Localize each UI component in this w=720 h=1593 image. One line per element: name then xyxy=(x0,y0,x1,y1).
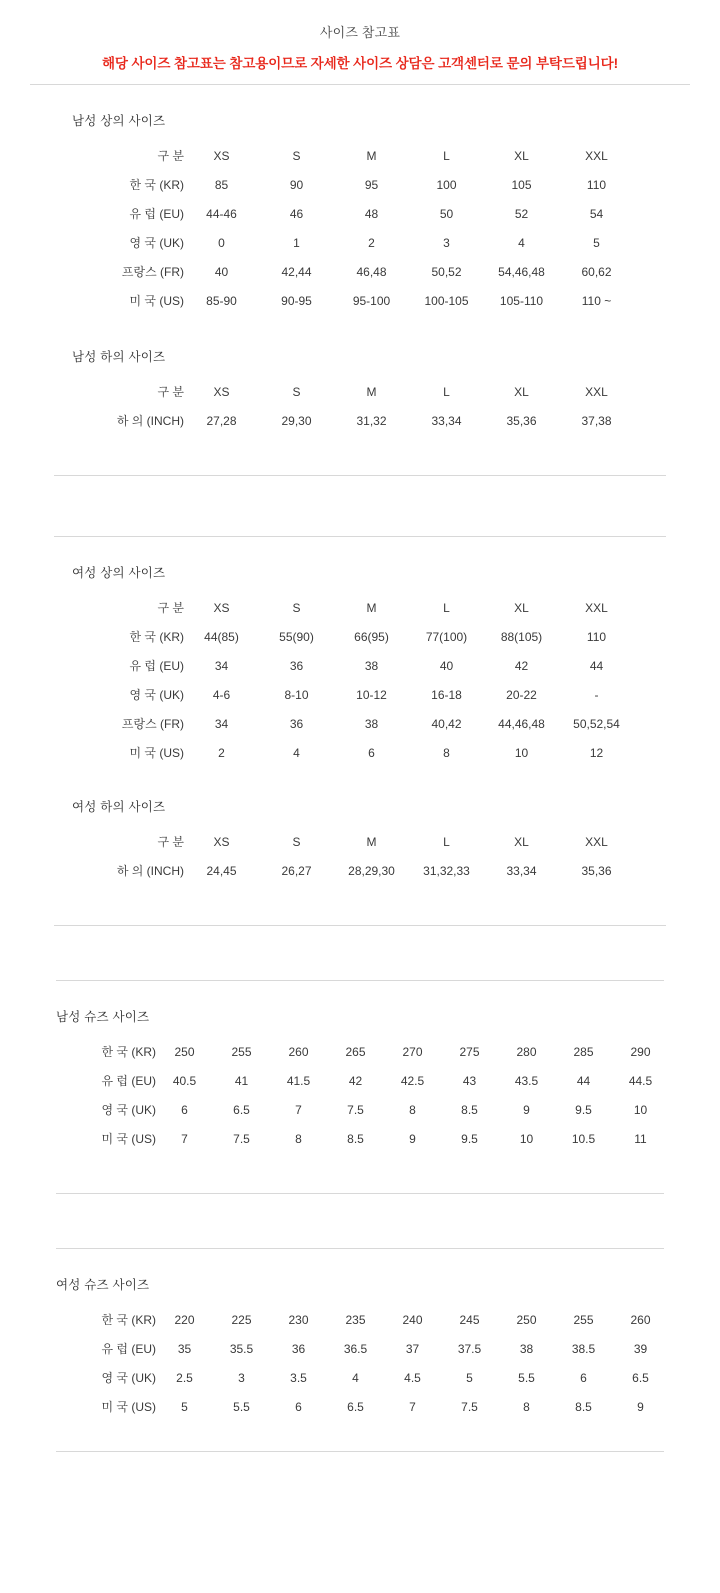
cell: 34 xyxy=(214,658,229,673)
table-row xyxy=(72,680,634,709)
cell: 36 xyxy=(289,716,304,731)
table-row xyxy=(56,1392,669,1421)
row-label: 프랑스 (FR) xyxy=(121,265,184,279)
table-row xyxy=(72,738,634,767)
row-label: 미 국 (US) xyxy=(129,746,184,760)
cell: 42 xyxy=(514,658,529,673)
cell: 50,52 xyxy=(431,264,462,279)
col-header: M xyxy=(366,834,377,849)
section-title-women-shoes: 여성 슈즈 사이즈 xyxy=(56,1278,150,1292)
cell: 33,34 xyxy=(506,863,537,878)
cell: 44-46 xyxy=(206,206,237,221)
table-row xyxy=(56,1305,669,1334)
cell: 35,36 xyxy=(506,413,537,428)
cell: 5 xyxy=(466,1370,473,1385)
cell: 100-105 xyxy=(424,293,469,308)
cell: 225 xyxy=(231,1312,252,1327)
cell: 66(95) xyxy=(354,629,389,644)
page-title: 사이즈 참고표 xyxy=(319,25,401,40)
cell: 44,46,48 xyxy=(498,716,545,731)
cell: 8-10 xyxy=(284,687,309,702)
col-header: XXL xyxy=(585,148,608,163)
cell: 290 xyxy=(630,1044,651,1059)
cell: 285 xyxy=(573,1044,594,1059)
cell: 44 xyxy=(589,658,604,673)
cell: 85-90 xyxy=(206,293,237,308)
cell: 3 xyxy=(443,235,450,250)
cell: 5 xyxy=(593,235,600,250)
cell: 275 xyxy=(459,1044,480,1059)
cell: 54 xyxy=(589,206,604,221)
section-title-men-shoes: 남성 슈즈 사이즈 xyxy=(56,1010,150,1024)
col-header: S xyxy=(292,384,301,399)
cell: 255 xyxy=(573,1312,594,1327)
cell: 10.5 xyxy=(571,1131,596,1146)
cell: 245 xyxy=(459,1312,480,1327)
col-header: XXL xyxy=(585,834,608,849)
cell: 8 xyxy=(443,745,450,760)
cell: 8 xyxy=(409,1102,416,1117)
cell: 40,42 xyxy=(431,716,462,731)
col-header: M xyxy=(366,384,377,399)
cell: 230 xyxy=(288,1312,309,1327)
section-title-men-bottom: 남성 하의 사이즈 xyxy=(72,350,166,364)
cell: 7 xyxy=(409,1399,416,1414)
col-header: M xyxy=(366,600,377,615)
table-header-row xyxy=(72,141,634,170)
row-label: 유 럽 (EU) xyxy=(101,1074,156,1088)
cell: 52 xyxy=(514,206,529,221)
section-men-shoes xyxy=(0,981,720,1153)
cell: 7 xyxy=(295,1102,302,1117)
row-label: 유 럽 (EU) xyxy=(101,1342,156,1356)
cell: 7.5 xyxy=(347,1102,364,1117)
row-label: 영 국 (UK) xyxy=(129,688,184,702)
cell: 16-18 xyxy=(431,687,462,702)
cell: 220 xyxy=(174,1312,195,1327)
cell: 240 xyxy=(402,1312,423,1327)
cell: 27,28 xyxy=(206,413,237,428)
col-header: XS xyxy=(213,600,230,615)
cell: 39 xyxy=(633,1341,648,1356)
col-header: XL xyxy=(514,384,529,399)
col-header: 구 분 xyxy=(157,835,184,849)
cell: 9 xyxy=(637,1399,644,1414)
cell: 8.5 xyxy=(347,1131,364,1146)
table-women-top xyxy=(72,593,634,767)
cell: 6.5 xyxy=(233,1102,250,1117)
cell: 8 xyxy=(295,1131,302,1146)
table-row xyxy=(72,709,634,738)
cell: 36.5 xyxy=(343,1341,368,1356)
cell: 38 xyxy=(364,658,379,673)
cell: 46,48 xyxy=(356,264,387,279)
col-header: XL xyxy=(514,148,529,163)
col-header: XL xyxy=(514,600,529,615)
cell: 6.5 xyxy=(632,1370,649,1385)
table-row xyxy=(72,651,634,680)
table-header-row xyxy=(72,377,634,406)
row-label: 한 국 (KR) xyxy=(129,178,184,192)
table-men-top xyxy=(72,141,634,315)
cell: 37.5 xyxy=(457,1341,482,1356)
cell: 9.5 xyxy=(575,1102,592,1117)
cell: 41.5 xyxy=(286,1073,311,1088)
cell: 110 xyxy=(586,177,607,192)
row-label: 유 럽 (EU) xyxy=(129,659,184,673)
cell: 44.5 xyxy=(628,1073,653,1088)
col-header: 구 분 xyxy=(157,149,184,163)
cell: 110 ~ xyxy=(581,293,612,308)
cell: 5.5 xyxy=(518,1370,535,1385)
cell: 5 xyxy=(181,1399,188,1414)
cell: 250 xyxy=(516,1312,537,1327)
cell: 8.5 xyxy=(461,1102,478,1117)
cell: 8 xyxy=(523,1399,530,1414)
row-label: 영 국 (UK) xyxy=(101,1103,156,1117)
table-row xyxy=(72,257,634,286)
cell: 10-12 xyxy=(356,687,387,702)
notice-text: 해당 사이즈 참고표는 참고용이므로 자세한 사이즈 상담은 고객센터로 문의 부탁드립니다! xyxy=(101,56,619,71)
table-row xyxy=(56,1037,669,1066)
cell: 7 xyxy=(181,1131,188,1146)
table-row xyxy=(56,1124,669,1153)
cell: 90-95 xyxy=(281,293,312,308)
cell: 3 xyxy=(238,1370,245,1385)
table-row xyxy=(56,1095,669,1124)
table-row xyxy=(72,406,634,435)
cell: 60,62 xyxy=(581,264,612,279)
cell: 280 xyxy=(516,1044,537,1059)
section-women-top xyxy=(0,537,720,767)
row-label: 한 국 (KR) xyxy=(129,630,184,644)
cell: 5.5 xyxy=(233,1399,250,1414)
cell: 54,46,48 xyxy=(498,264,545,279)
cell: 38 xyxy=(519,1341,534,1356)
row-label: 한 국 (KR) xyxy=(101,1313,156,1327)
cell: 95-100 xyxy=(352,293,391,308)
table-row xyxy=(72,170,634,199)
cell: 43.5 xyxy=(514,1073,539,1088)
cell: 0 xyxy=(218,235,225,250)
cell: 77(100) xyxy=(425,629,468,644)
table-header-row xyxy=(72,593,634,622)
row-label: 미 국 (US) xyxy=(129,294,184,308)
cell: 235 xyxy=(345,1312,366,1327)
cell: 7.5 xyxy=(233,1131,250,1146)
cell: 10 xyxy=(633,1102,648,1117)
row-label: 한 국 (KR) xyxy=(101,1045,156,1059)
cell: - xyxy=(594,687,599,702)
cell: 10 xyxy=(519,1131,534,1146)
cell: 37 xyxy=(405,1341,420,1356)
cell: 50 xyxy=(439,206,454,221)
col-header: XXL xyxy=(585,600,608,615)
row-label: 프랑스 (FR) xyxy=(121,717,184,731)
cell: 4 xyxy=(518,235,525,250)
col-header: XS xyxy=(213,148,230,163)
cell: 4 xyxy=(293,745,300,760)
cell: 4.5 xyxy=(404,1370,421,1385)
cell: 44 xyxy=(576,1073,591,1088)
col-header: L xyxy=(443,384,450,399)
cell: 105 xyxy=(511,177,532,192)
table-row xyxy=(72,622,634,651)
table-men-shoes xyxy=(56,1037,669,1153)
cell: 40 xyxy=(439,658,454,673)
cell: 38.5 xyxy=(571,1341,596,1356)
cell: 6 xyxy=(181,1102,188,1117)
cell: 95 xyxy=(364,177,379,192)
cell: 37,38 xyxy=(581,413,612,428)
row-label: 미 국 (US) xyxy=(101,1132,156,1146)
table-row xyxy=(56,1363,669,1392)
cell: 42 xyxy=(348,1073,363,1088)
cell: 24,45 xyxy=(206,863,237,878)
col-header: XS xyxy=(213,834,230,849)
cell: 29,30 xyxy=(281,413,312,428)
cell: 40 xyxy=(214,264,229,279)
cell: 260 xyxy=(288,1044,309,1059)
section-title-women-bottom: 여성 하의 사이즈 xyxy=(72,800,166,814)
cell: 20-22 xyxy=(506,687,537,702)
row-label: 하 의 (INCH) xyxy=(116,864,184,878)
table-row xyxy=(72,856,634,885)
cell: 4 xyxy=(352,1370,359,1385)
cell: 270 xyxy=(402,1044,423,1059)
cell: 9 xyxy=(409,1131,416,1146)
cell: 6 xyxy=(368,745,375,760)
cell: 3.5 xyxy=(290,1370,307,1385)
cell: 48 xyxy=(364,206,379,221)
cell: 31,32,33 xyxy=(423,863,470,878)
cell: 44(85) xyxy=(204,629,239,644)
table-men-bottom xyxy=(72,377,634,435)
section-men-top xyxy=(0,85,720,315)
cell: 50,52,54 xyxy=(573,716,620,731)
cell: 28,29,30 xyxy=(348,863,395,878)
section-women-shoes xyxy=(0,1249,720,1421)
table-women-shoes xyxy=(56,1305,669,1421)
table-row xyxy=(56,1066,669,1095)
cell: 6.5 xyxy=(347,1399,364,1414)
cell: 260 xyxy=(630,1312,651,1327)
cell: 250 xyxy=(174,1044,195,1059)
table-header-row xyxy=(72,827,634,856)
cell: 26,27 xyxy=(281,863,312,878)
cell: 46 xyxy=(289,206,304,221)
col-header: XL xyxy=(514,834,529,849)
cell: 40.5 xyxy=(172,1073,197,1088)
cell: 265 xyxy=(345,1044,366,1059)
cell: 88(105) xyxy=(500,629,543,644)
cell: 36 xyxy=(289,658,304,673)
table-row xyxy=(56,1334,669,1363)
cell: 35.5 xyxy=(229,1341,254,1356)
cell: 6 xyxy=(295,1399,302,1414)
cell: 9 xyxy=(523,1102,530,1117)
cell: 38 xyxy=(364,716,379,731)
table-row xyxy=(72,228,634,257)
cell: 36 xyxy=(291,1341,306,1356)
col-header: S xyxy=(292,834,301,849)
cell: 33,34 xyxy=(431,413,462,428)
row-label: 영 국 (UK) xyxy=(129,236,184,250)
table-row xyxy=(72,199,634,228)
row-label: 유 럽 (EU) xyxy=(129,207,184,221)
cell: 2 xyxy=(368,235,375,250)
cell: 41 xyxy=(234,1073,249,1088)
cell: 2.5 xyxy=(176,1370,193,1385)
cell: 12 xyxy=(589,745,604,760)
section-title-women-top: 여성 상의 사이즈 xyxy=(72,566,166,580)
col-header: XXL xyxy=(585,384,608,399)
cell: 31,32 xyxy=(356,413,387,428)
table-women-bottom xyxy=(72,827,634,885)
row-label: 미 국 (US) xyxy=(101,1400,156,1414)
col-header: S xyxy=(292,148,301,163)
cell: 7.5 xyxy=(461,1399,478,1414)
cell: 9.5 xyxy=(461,1131,478,1146)
cell: 11 xyxy=(634,1131,647,1146)
col-header: L xyxy=(443,834,450,849)
cell: 100 xyxy=(436,177,457,192)
cell: 8.5 xyxy=(575,1399,592,1414)
cell: 35,36 xyxy=(581,863,612,878)
cell: 1 xyxy=(293,235,300,250)
cell: 105-110 xyxy=(499,293,544,308)
cell: 42,44 xyxy=(281,264,312,279)
cell: 35 xyxy=(177,1341,192,1356)
col-header: S xyxy=(292,600,301,615)
cell: 55(90) xyxy=(279,629,314,644)
cell: 4-6 xyxy=(212,687,231,702)
cell: 6 xyxy=(580,1370,587,1385)
col-header: XS xyxy=(213,384,230,399)
cell: 2 xyxy=(218,745,225,760)
cell: 43 xyxy=(462,1073,477,1088)
cell: 110 xyxy=(586,629,607,644)
cell: 42.5 xyxy=(400,1073,425,1088)
cell: 10 xyxy=(514,745,529,760)
row-label: 하 의 (INCH) xyxy=(116,414,184,428)
cell: 34 xyxy=(214,716,229,731)
col-header: 구 분 xyxy=(157,385,184,399)
col-header: M xyxy=(366,148,377,163)
row-label: 영 국 (UK) xyxy=(101,1371,156,1385)
cell: 85 xyxy=(214,177,229,192)
col-header: 구 분 xyxy=(157,601,184,615)
section-men-bottom xyxy=(0,315,720,435)
cell: 255 xyxy=(231,1044,252,1059)
section-women-bottom xyxy=(0,767,720,885)
table-row xyxy=(72,286,634,315)
col-header: L xyxy=(443,148,450,163)
col-header: L xyxy=(443,600,450,615)
section-title-men-top: 남성 상의 사이즈 xyxy=(72,114,166,128)
cell: 90 xyxy=(289,177,304,192)
